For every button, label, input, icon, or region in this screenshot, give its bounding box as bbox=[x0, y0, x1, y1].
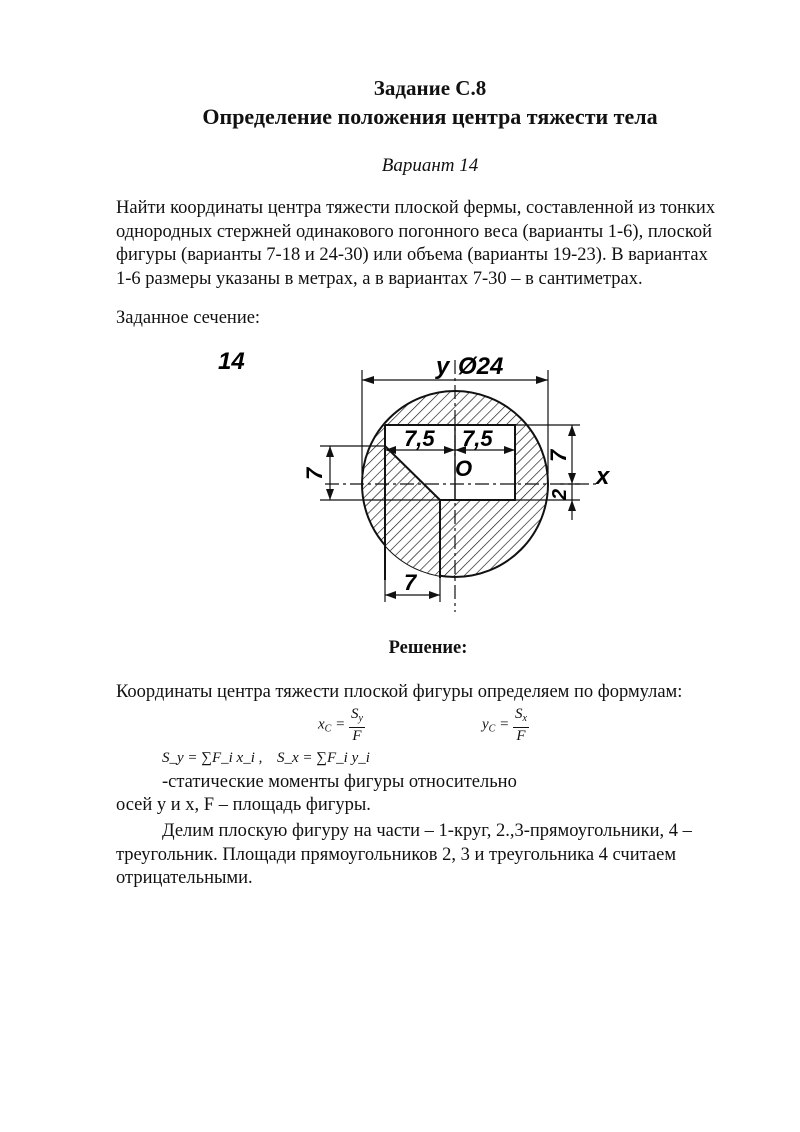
task-title: Задание С.8 bbox=[373, 76, 487, 100]
dim-right-offset: 2 bbox=[549, 488, 571, 500]
formula-sy: S_y = ∑F_i x_i , bbox=[162, 750, 263, 766]
moments-text-2: осей у и х, F – площадь фигуры. bbox=[116, 795, 371, 815]
formula-yc: $y_C$ = $\frac{S_x}{F}$ bbox=[482, 706, 527, 744]
task-line: Найти координаты центра тяжести плоской фермы, составленной из тонких bbox=[116, 198, 716, 218]
moments-paragraph bbox=[116, 746, 741, 818]
divide-paragraph bbox=[116, 820, 741, 891]
formula-xc: $x_C$ = $\frac{S_y}{F}$ bbox=[318, 706, 363, 744]
task-line: однородных стержней одинакового погонного веса (варианты 1-6), плоской bbox=[116, 221, 713, 242]
solution-heading: Решение: bbox=[388, 638, 468, 658]
moments-text: -статические моменты фигуры относительно bbox=[162, 771, 517, 792]
task-line: фигуры (варианты 7-18 и 24-30) или объема (варианты 19-23). В вариантах bbox=[116, 245, 708, 265]
dim-right-height: 7 bbox=[546, 449, 571, 462]
dim-diameter: Ø24 bbox=[458, 353, 504, 380]
figure-number: 14 bbox=[218, 348, 245, 375]
dim-left-half: 7,5 bbox=[404, 426, 435, 451]
divide-line: отрицательными. bbox=[116, 868, 253, 888]
formula-intro: Координаты центра тяжести плоской фигуры определяем по формулам: bbox=[116, 682, 683, 702]
dim-left-height: 7 bbox=[302, 467, 327, 480]
section-label: Заданное сечение: bbox=[116, 308, 261, 328]
variant-label: Вариант 14 bbox=[381, 155, 479, 176]
dim-right-half: 7,5 bbox=[462, 426, 493, 451]
task-subtitle: Определение положения центра тяжести тела bbox=[202, 104, 658, 129]
dim-bottom-width: 7 bbox=[404, 570, 417, 595]
divide-line: Делим плоскую фигуру на части – 1-круг, 2.,3-прямоугольники, 4 – bbox=[162, 821, 692, 841]
origin-label: O bbox=[455, 456, 473, 481]
divide-line: треугольник. Площади прямоугольников 2, 3 и треугольника 4 считаем bbox=[116, 844, 677, 865]
axis-x-label: x bbox=[596, 463, 610, 490]
task-line: 1-6 размеры указаны в метрах, а в вариантах 7-30 – в сантиметрах. bbox=[116, 268, 643, 289]
axis-y-label: y bbox=[436, 353, 450, 380]
formula-sx: S_x = ∑F_i y_i bbox=[277, 750, 370, 766]
